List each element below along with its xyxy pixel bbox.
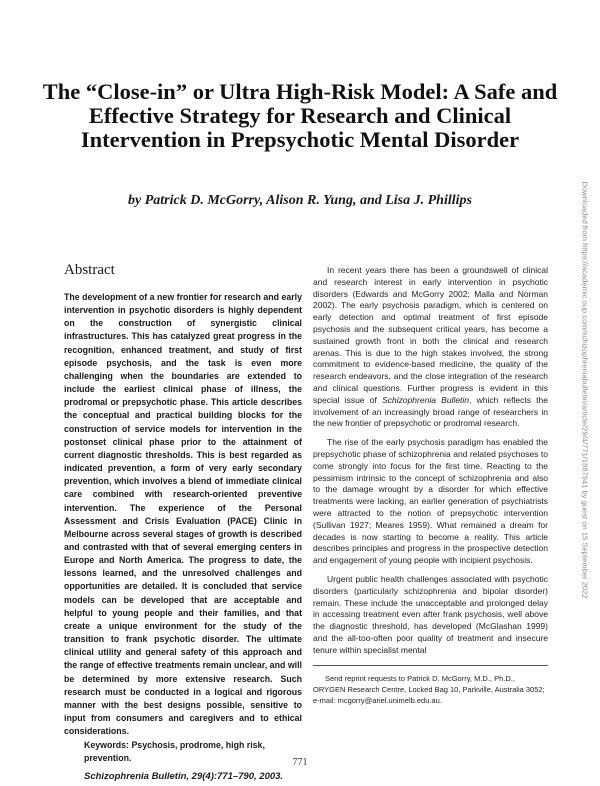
body-paragraph-2: The rise of the early psychosis paradigm has enabled the prepsychotic phase of schizophrenia and related psychoses to come strongly into focus for the first time. Reacting to the pessimism intrinsic to the concept of schizophrenia and also to the damage wrought by a disorder for which effective treatments were lacking, an earlier generation of psychiatrists were attracted to the notion of prepsychotic intervention (Sullivan 1927; Meares 1959). What remained a dream for decades is now starting to become a reality. This article describes principles and progress in the prospective detection and engagement of young people with incipient psychosis.	[313, 437, 548, 566]
journal-citation: Schizophrenia Bulletin, 29(4):771–790, 2003.	[84, 771, 284, 783]
footnote	[313, 665, 548, 706]
abstract-heading: Abstract	[64, 262, 115, 278]
body-paragraph-1	[313, 265, 548, 430]
watermark-text: Downloaded from https://academic.oup.com/schizophreniabulletin/article/29/4/771/1887941 by guest on 15 September 2022	[580, 181, 590, 599]
body-paragraph-1-text: In recent years there has been a groundswell of clinical and research interest in early intervention in psychotic disorders (Edwards and McGorry 2002; Malla and Norman 2002). The early psychosis paradigm, which is centered on early detection and optimal treatment of first episode psychosis and the subsequent critical years, has become a sustained growth front in both the clinical and research arenas. This is due to the high stakes involved, the strong commitment to evidence-based medicine, the quality of the research endeavors, and the close integration of the research and clinical questions. Further progress is evident in this special issue of	[313, 265, 548, 405]
abstract-text: The development of a new frontier for research and early intervention in psychotic disorders is highly dependent on the construction of synergistic clinical infrastructures. This has catalyzed great progress in the recognition, enhanced treatment, and study of first episode psychosis, and the task is even more challenging when the boundaries are extended to include the earliest clinical phase of illness, the prodromal or prepsychotic phase. This article describes the conceptual and practical building blocks for the construction of service models for intervention in the postonset clinical phase prior to the attainment of current diagnostic thresholds. This is best regarded as indicated prevention, a form of very early secondary prevention, which involves a blend of immediate clinical care combined with research-oriented preventive intervention. The experience of the Personal Assessment and Crisis Evaluation (PACE) Clinic in Melbourne across several stages of growth is described and contrasted with that of several emerging centers in Europe and North America. The progress to date, the lessons learned, and the unresolved challenges and opportunities are detailed. It is concluded that service models can be developed that are acceptable and helpful to young people and their families, and that create a unique environment for the study of the transition to frank psychotic disorder. The ultimate clinical utility and general safety of this approach and the range of effective treatments remain unclear, and will be determined by more extensive research. Such research must be conducted in a logical and rigorous manner with the best designs possible, sensitive to input from consumers and caregivers and to ethical considerations.	[64, 292, 302, 737]
journal-name: Schizophrenia Bulletin	[382, 394, 470, 405]
left-column	[64, 262, 302, 782]
page-number: 771	[292, 757, 308, 768]
article-title: The “Close-in” or Ultra High-Risk Model: A Safe and Effective Strategy for Research and Clinical Intervention in Prepsychotic Mental Disorder	[42, 79, 558, 152]
footnote-text: Send reprint requests to Patrick D. McGorry, M.D., Ph.D., ORYGEN Research Centre, Locked Bag 10, Parkville, Australia 3052; e-mail: mcgorry@ariel.unimelb.edu.au.	[313, 674, 545, 705]
body-paragraph-3: Urgent public health challenges associated with psychotic disorders (particularly schizophrenia and bipolar disorder) remain. These include the unacceptable and prolonged delay in accessing treatment even after frank psychosis, well above the diagnostic threshold, has developed (McGlashan 1999) and the all-too-often poor quality of treatment and insecure tenure within specialist mental	[313, 573, 548, 655]
body-paragraph-1-end: , which reflects the involvement of an increasingly broad range of researchers in the new frontier of prepsychotic or prodromal research.	[313, 394, 548, 429]
keywords-text: Psychosis, prodrome, high risk, prevention.	[84, 740, 265, 764]
keywords-label: Keywords:	[84, 740, 129, 751]
download-watermark	[579, 170, 591, 610]
author-line: by Patrick D. McGorry, Alison R. Yung, and Lisa J. Phillips	[128, 193, 472, 208]
right-column	[313, 265, 548, 657]
keywords-line	[64, 739, 302, 765]
